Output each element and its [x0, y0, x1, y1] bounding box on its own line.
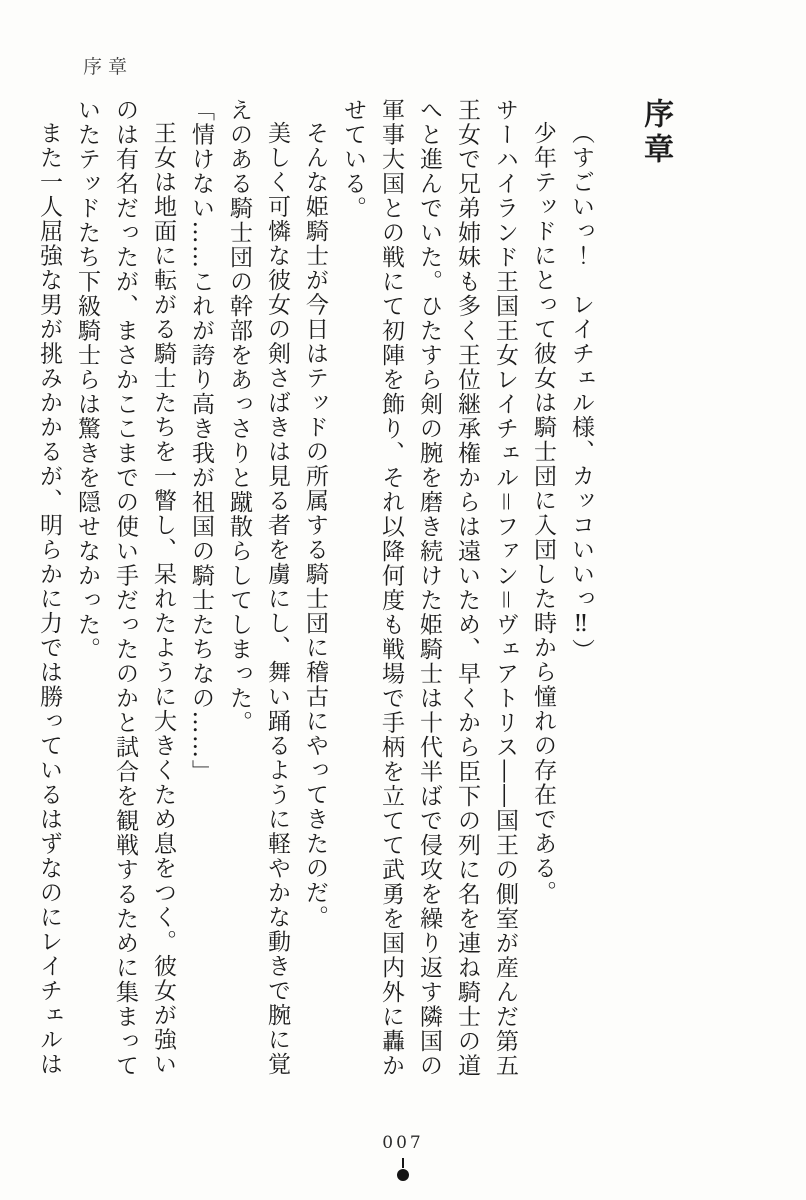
page-body-column-area [30, 98, 684, 1082]
paragraph: 美しく可憐な彼女の剣さばきは見る者を虜にし、舞い踊るように軽やかな動きで腕に覚えのある騎士団の幹部をあっさりと蹴散らしてしまった。 [226, 98, 290, 1077]
paragraph: （すごいっ！ レイチェル様、カッコいいっ‼） [568, 121, 594, 663]
chapter-end-marker-icon [397, 1158, 409, 1181]
paragraph: そんな姫騎士が今日はテッドの所属する騎士団に稽古にやってきたのだ。 [302, 121, 328, 930]
paragraph: 王女は地面に転がる騎士たちを一瞥し、呆れたように大きくため息をつく。彼女が強いのは有名だったが、まさかここまでの使い手だったのかと試合を観戦するために集まっていたテッドたち下級騎士らは驚きを隠せなかった。 [74, 98, 176, 1078]
chapter-title: 序章 [638, 98, 673, 168]
running-header: 序章 [83, 56, 134, 78]
page-number: 007 [382, 1133, 424, 1153]
paragraph: また一人屈強な男が挑みかかるが、明らかに力では勝っているはずなのにレイチェルは [36, 121, 62, 1077]
marker-dot [397, 1169, 409, 1181]
marker-stem [402, 1158, 404, 1168]
paragraph: サーハイランド王国王女レイチェル＝ファン＝ヴェアトリス――国王の側室が産んだ第五王女で兄弟姉妹も多く王位継承権からは遠いため、早くから臣下の列に名を連ね騎士の道へと進んでいた。ひたすら剣の腕を磨き続けた姫騎士は十代半ばで侵攻を繰り返す隣国の軍事大国との戦にて初陣を飾り、それ以降何度も戦場で手柄を立てて武勇を国内外に轟かせている。 [340, 98, 518, 1078]
paragraph: 少年テッドにとって彼女は騎士団に入団した時から憧れの存在である。 [530, 121, 556, 905]
paragraph: 「情けない……これが誇り高き我が祖国の騎士たちなの……」 [188, 98, 214, 784]
